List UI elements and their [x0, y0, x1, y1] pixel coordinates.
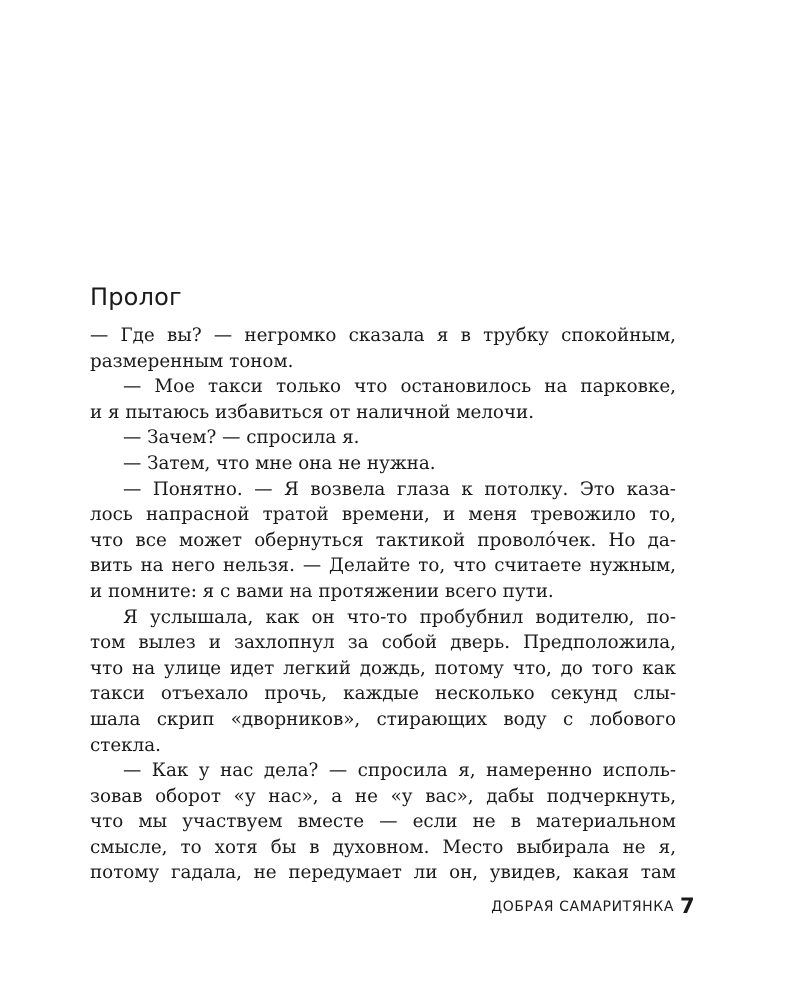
text-line: такси отъехало прочь, каждые несколько секунд слы-	[90, 683, 676, 705]
text-line: том вылез и захлопнул за собой дверь. Предположила,	[90, 632, 676, 654]
chapter-title: Пролог	[90, 283, 182, 311]
text-line: что на улице идет легкий дождь, потому что, до того как	[90, 657, 676, 679]
text-line: шала скрип «дворников», стирающих воду с лобового	[90, 708, 676, 730]
text-line: лось напрасной тратой времени, и меня тревожило то,	[90, 504, 676, 526]
text-line: Я услышала, как он что-то пробубнил водителю, по-	[123, 606, 676, 628]
page-number: 7	[680, 894, 695, 918]
text-line: что все может обернуться тактикой проволóчек. Но да-	[90, 529, 676, 551]
text-line: — Мое такси только что остановилось на парковке,	[123, 376, 676, 398]
text-line: потому гадала, не передумает ли он, увидев, какая там	[90, 862, 676, 884]
text-line: — Зачем? — спросила я.	[123, 427, 360, 449]
text-line: — Понятно. — Я возвела глаза к потолку. Это каза-	[123, 478, 676, 500]
body-text	[90, 323, 676, 886]
running-footer-title: ДОБРАЯ САМАРИТЯНКА	[491, 899, 674, 915]
text-line: — Затем, что мне она не нужна.	[123, 452, 436, 474]
text-line: и помните: я с вами на протяжении всего пути.	[90, 580, 554, 602]
text-line: размеренным тоном.	[90, 350, 294, 372]
text-line: — Где вы? — негромко сказала я в трубку спокойным,	[90, 325, 676, 346]
text-line: — Как у нас дела? — спросила я, намеренно исполь-	[123, 760, 676, 782]
text-line: смысле, то хотя бы в духовном. Место выбирала не я,	[90, 836, 676, 858]
text-line: зовав оборот «у нас», а не «у вас», дабы подчеркнуть,	[90, 785, 676, 807]
text-line: что мы участвуем вместе — если не в материальном	[90, 811, 676, 833]
text-line: стекла.	[90, 734, 161, 756]
text-line: и я пытаюсь избавиться от наличной мелочи.	[90, 401, 535, 423]
text-line: вить на него нельзя. — Делайте то, что считаете нужным,	[90, 555, 676, 577]
